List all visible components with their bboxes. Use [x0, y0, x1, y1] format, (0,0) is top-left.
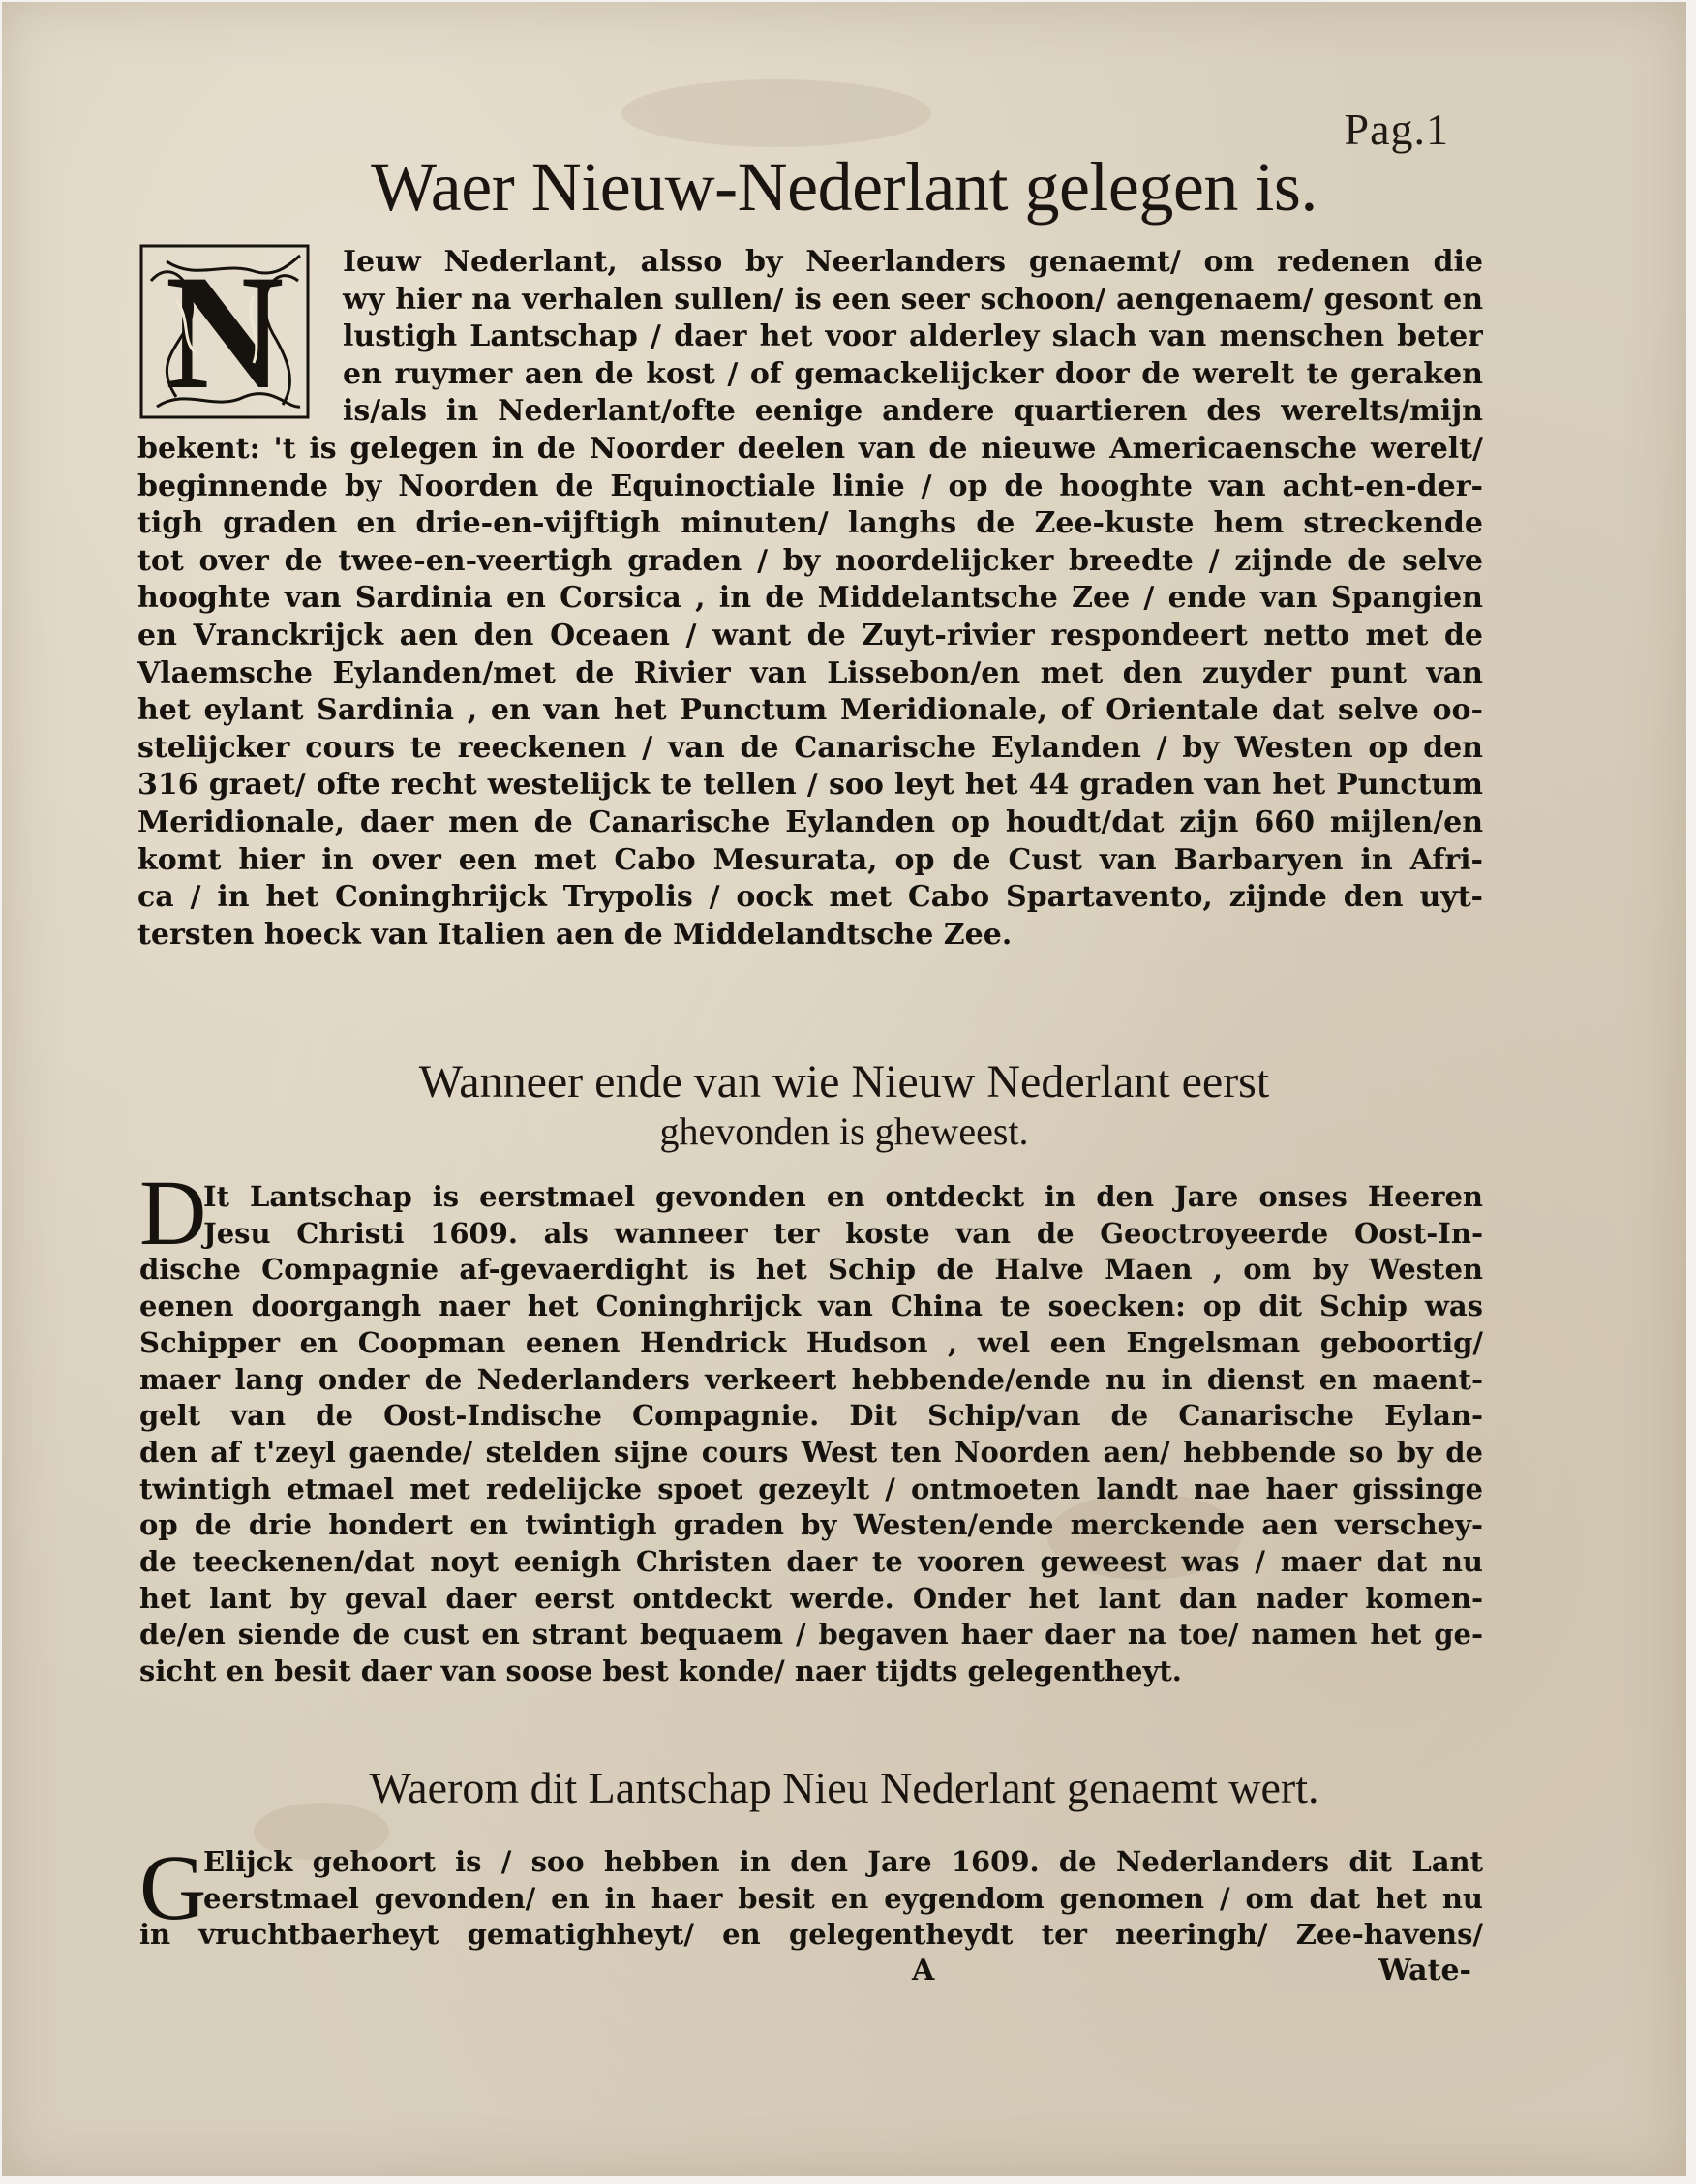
text-line: ca / in het Coninghrijck Trypolis / oock met Cabo Spartavento, zijnde den uyt- — [137, 880, 1483, 915]
text-line: eenen doorgangh naer het Coninghrijck van China te soecken: op dit Schip was — [139, 1289, 1483, 1323]
section-2-subheading: ghevonden is gheweest. — [659, 1109, 1029, 1153]
text-line: It Lantschap is eerstmael gevonden en ontdeckt in den Jare onses Heeren — [203, 1180, 1483, 1213]
text-line: de teeckenen/dat noyt eenigh Christen daer te vooren geweest was / maer dat nu — [139, 1545, 1483, 1579]
text-line: wy hier na verhalen sullen/ is een seer schoon/ aengenaem/ gesont en — [343, 282, 1483, 317]
text-line: Jesu Christi 1609. als wanneer ter koste van de Geoctroyeerde Oost-In- — [203, 1216, 1483, 1250]
text-line: eerstmael gevonden/ en in haer besit en eygendom genomen / om dat het nu — [203, 1881, 1483, 1915]
text-line: stelijcker cours te reeckenen / van de Canarische Eylanden / by Westen op den — [137, 730, 1483, 765]
page-footer — [2, 1954, 1686, 1992]
section-3-heading: Waerom dit Lantschap Nieu Nederlant genaemt wert. — [369, 1763, 1319, 1812]
initial-d: D — [139, 1161, 207, 1264]
section-2-paragraph — [139, 1179, 1483, 1690]
text-line: den af t'zeyl gaende/ stelden sijne cours West ten Noorden aen/ hebbende so by de — [139, 1435, 1483, 1469]
text-line: sicht en besit daer van soose best konde/ naer tijdts gelegentheyt. — [139, 1654, 1182, 1688]
text-line: tersten hoeck van Italien aen de Middelandtsche Zee. — [137, 917, 1013, 952]
initial-g: G — [139, 1835, 207, 1939]
text-line: in vruchtbaerheyt gematighheyt/ en gelegentheydt ter neeringh/ Zee-havens/ — [139, 1918, 1483, 1951]
text-line: en Vranckrijck aen den Oceaen / want de Zuyt-rivier respondeert netto met de — [137, 618, 1483, 652]
text-line: Ieuw Nederlant, alsso by Neerlanders genaemt/ om redenen die — [343, 245, 1483, 279]
text-line: tigh graden en drie-en-vijftigh minuten/ langhs de Zee-kuste hem streckende — [137, 506, 1483, 541]
text-line: is/als in Nederlant/ofte eenige andere quartieren des werelts/mijn — [343, 394, 1483, 429]
catchword: Wate- — [1378, 1954, 1471, 1987]
text-line: twintigh etmael met redelijcke spoet gezeylt / ontmoeten landt nae haer gissinge — [139, 1471, 1483, 1505]
text-line: gelt van de Oost-Indische Compagnie. Dit Schip/van de Canarische Eylan- — [139, 1399, 1483, 1433]
text-line: beginnende by Noorden de Equinoctiale linie / op de hooghte van acht-en-der- — [137, 469, 1483, 503]
text-line: het lant by geval daer eerst ontdeckt werde. Onder het lant dan nader komen- — [139, 1581, 1483, 1615]
text-line: de/en siende de cust en strant bequaem / begaven haer daer na toe/ namen het ge- — [139, 1618, 1483, 1652]
text-line: tot over de twee-en-veertigh graden / by noordelijcker breedte / zijnde de selve — [137, 543, 1483, 578]
section-3-paragraph — [139, 1844, 1483, 1954]
page-number: Pag.1 — [1344, 105, 1449, 154]
text-line: Meridionale, daer men de Canarische Eylanden op houdt/dat zijn 660 mijlen/en — [137, 804, 1483, 839]
text-line: en ruymer aen de kost / of gemackelijcker door de werelt te geraken — [343, 356, 1483, 391]
section-2-heading: Wanneer ende van wie Nieuw Nederlant eerst — [418, 1056, 1270, 1107]
text-line: komt hier in over een met Cabo Mesurata, op de Cust van Barbaryen in Afri- — [137, 842, 1483, 877]
paper-stain — [621, 79, 931, 147]
text-line: bekent: 't is gelegen in de Noorder deelen van de nieuwe Americaensche werelt/ — [137, 431, 1483, 466]
text-line: Schipper en Coopman eenen Hendrick Hudson , wel een Engelsman geboortig/ — [139, 1325, 1483, 1359]
text-line: Vlaemsche Eylanden/met de Rivier van Lissebon/en met den zuyder punt van — [137, 655, 1483, 690]
text-line: Elijck gehoort is / soo hebben in den Jare 1609. de Nederlanders dit Lant — [203, 1845, 1483, 1878]
page-title: Waer Nieuw-Nederlant gelegen is. — [371, 148, 1317, 226]
text-line: hooghte van Sardinia en Corsica , in de Middelantsche Zee / ende van Spangien — [137, 581, 1483, 616]
text-line: lustigh Lantschap / daer het voor alderley slach van menschen beter — [343, 319, 1483, 354]
svg-text:N: N — [165, 242, 285, 421]
text-line: op de drie hondert en twintigh graden by Westen/ende merckende aen verschey- — [139, 1508, 1483, 1542]
text-line: 316 graet/ ofte recht westelijck te tellen / soo leyt het 44 graden van het Punctum — [137, 768, 1483, 803]
text-line: het eylant Sardinia , en van het Punctum Meridionale, of Orientale dat selve oo- — [137, 693, 1483, 728]
section-1-paragraph — [137, 244, 1483, 954]
text-line: maer lang onder de Nederlanders verkeert hebbende/ende nu in dienst en maent- — [139, 1362, 1483, 1396]
book-page — [2, 2, 1686, 2176]
text-line: dische Compagnie af-gevaerdight is het Schip de Halve Maen , om by Westen — [139, 1253, 1483, 1287]
signature-mark: A — [912, 1954, 935, 1987]
